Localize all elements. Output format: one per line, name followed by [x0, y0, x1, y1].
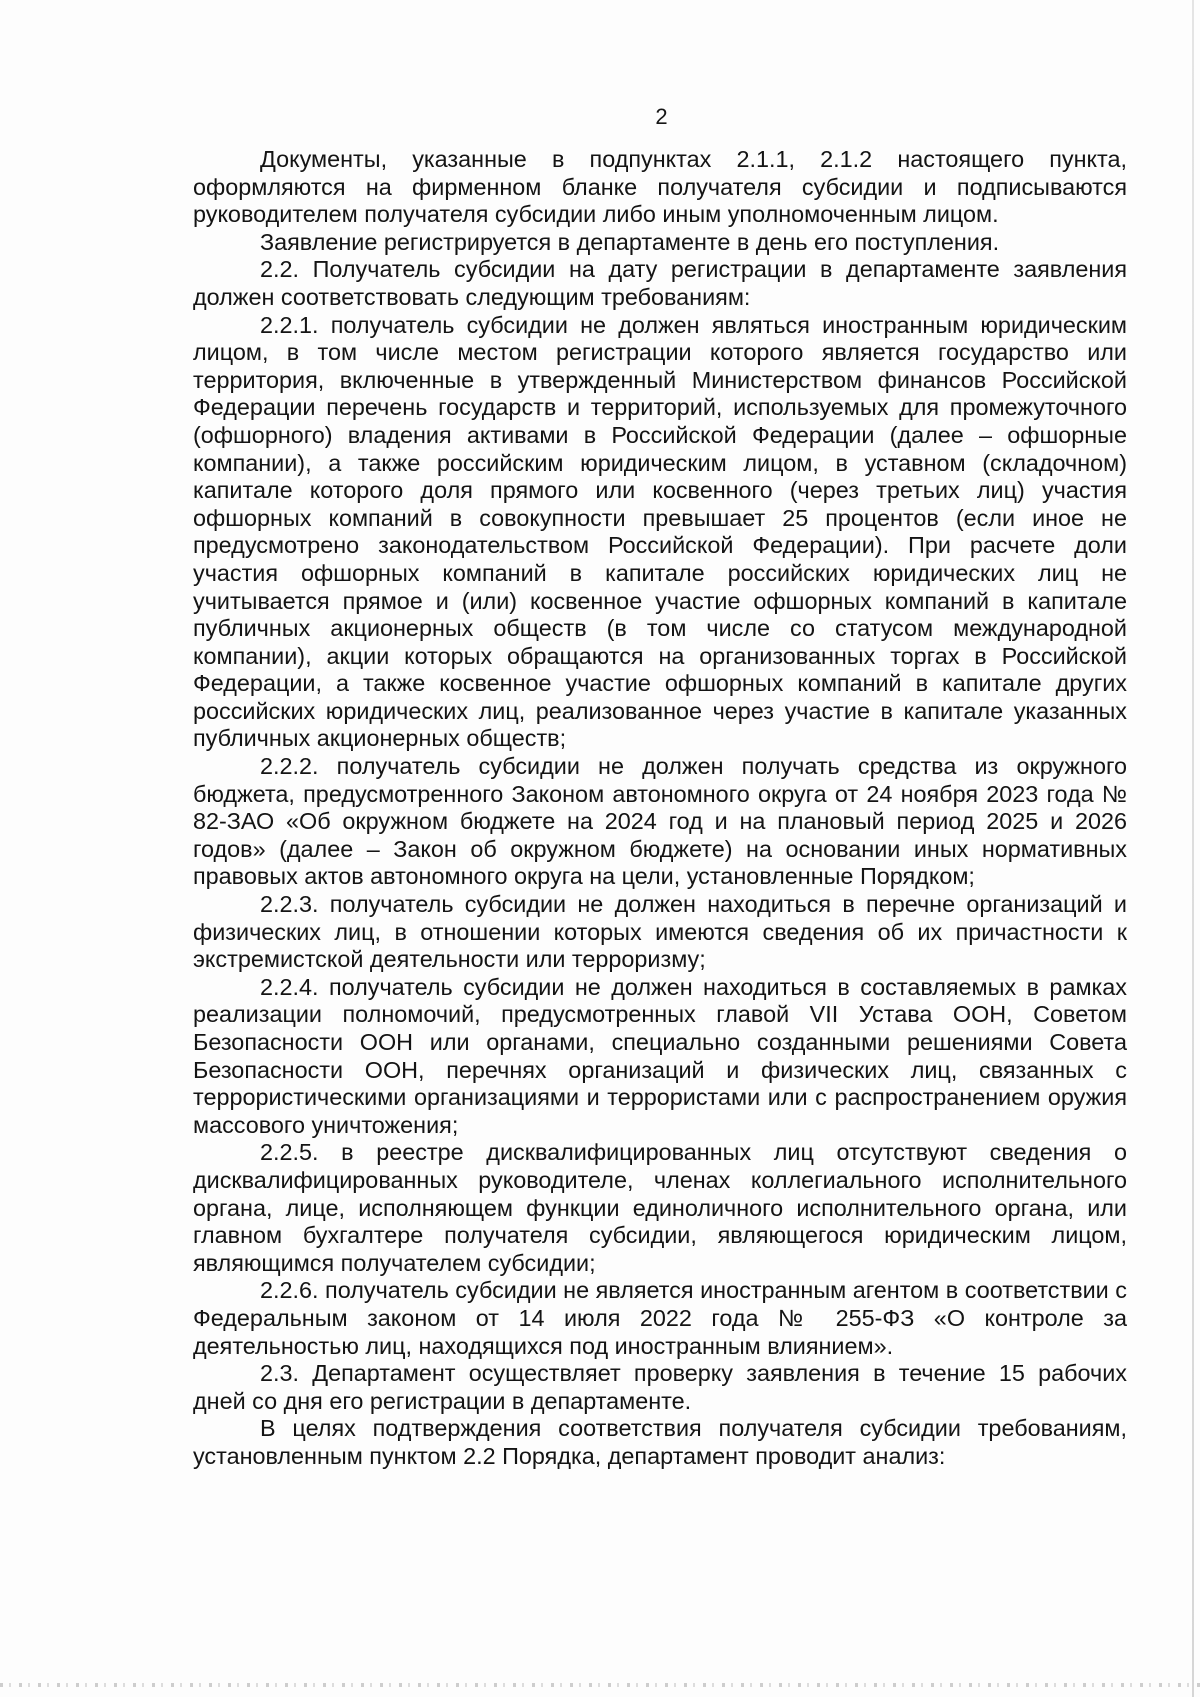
paragraph-2-2: 2.2. Получатель субсидии на дату регистрации в департаменте заявления должен соответствовать следующим требованиям:	[193, 256, 1127, 310]
document-body	[193, 146, 1127, 1471]
paragraph-registration: Заявление регистрируется в департаменте в день его поступления.	[260, 228, 1000, 255]
paragraph-2-2-2: 2.2.2. получатель субсидии не должен получать средства из окружного бюджета, предусмотренного Законом автономного округа от 24 ноября 2023 года № 82-ЗАО «Об окружном бюджете на 2024 год и на плановый период 2025 и 2026 годов» (далее – Закон об окружном бюджете) на основании иных нормативных правовых актов автономного округа на цели, установленные Порядком;	[193, 753, 1127, 890]
paragraph-2-2-4: 2.2.4. получатель субсидии не должен находиться в составляемых в рамках реализации полномочий, предусмотренных главой VII Устава ООН, Советом Безопасности ООН или органами, специально созданными решениями Совета Безопасности ООН, перечнях организаций и физических лиц, связанных с террористическими организациями и террористами или с распространением оружия массового уничтожения;	[193, 973, 1127, 1138]
paragraph-documents-format: Документы, указанные в подпунктах 2.1.1, 2.1.2 настоящего пункта, оформляются на фирменном бланке получателя субсидии и подписываются руководителем получателя субсидии либо иным уполномоченным лицом.	[193, 146, 1127, 228]
paragraph-2-2-5: 2.2.5. в реестре дисквалифицированных лиц отсутствуют сведения о дисквалифицированных руководителе, членах коллегиального исполнительного органа, лице, исполняющем функции единоличного исполнительного органа, или главном бухгалтере получателя субсидии, являющегося юридическим лицом, являющимся получателем субсидии;	[193, 1139, 1127, 1276]
page-number: 2	[655, 104, 668, 129]
paragraph-2-3: 2.3. Департамент осуществляет проверку заявления в течение 15 рабочих дней со дня его регистрации в департаменте.	[193, 1360, 1127, 1414]
paragraph-2-2-1: 2.2.1. получатель субсидии не должен являться иностранным юридическим лицом, в том числе местом регистрации которого является государство или территория, включенные в утвержденный Министерством финансов Российской Федерации перечень государств и территорий, используемых для промежуточного (офшорного) владения активами в Российской Федерации (далее – офшорные компании), а также российским юридическим лицом, в уставном (складочном) капитале которого доля прямого или косвенного (через третьих лиц) участия офшорных компаний в совокупности превышает 25 процентов (если иное не предусмотрено законодательством Российской Федерации). При расчете доли участия офшорных компаний в капитале российских юридических лиц не учитывается прямое и (или) косвенное участие офшорных компаний в капитале публичных акционерных обществ (в том числе со статусом международной компании), акции которых обращаются на организованных торгах в Российской Федерации, а также косвенное участие офшорных компаний в капитале других российских юридических лиц, реализованное через участие в капитале указанных публичных акционерных обществ;	[193, 311, 1127, 752]
paragraph-analysis: В целях подтверждения соответствия получателя субсидии требованиям, установленным пунктом 2.2 Порядка, департамент проводит анализ:	[193, 1415, 1127, 1469]
paragraph-2-2-6: 2.2.6. получатель субсидии не является иностранным агентом в соответствии с Федеральным законом от 14 июля 2022 года № 255-ФЗ «О контроле за деятельностью лиц, находящихся под иностранным влиянием».	[193, 1277, 1127, 1359]
scan-noise-strip	[0, 1683, 1200, 1687]
paragraph-2-2-3: 2.2.3. получатель субсидии не должен находиться в перечне организаций и физических лиц, в отношении которых имеются сведения об их причастности к экстремистской деятельности или терроризму;	[193, 891, 1127, 973]
scan-edge-line	[1192, 0, 1194, 1697]
